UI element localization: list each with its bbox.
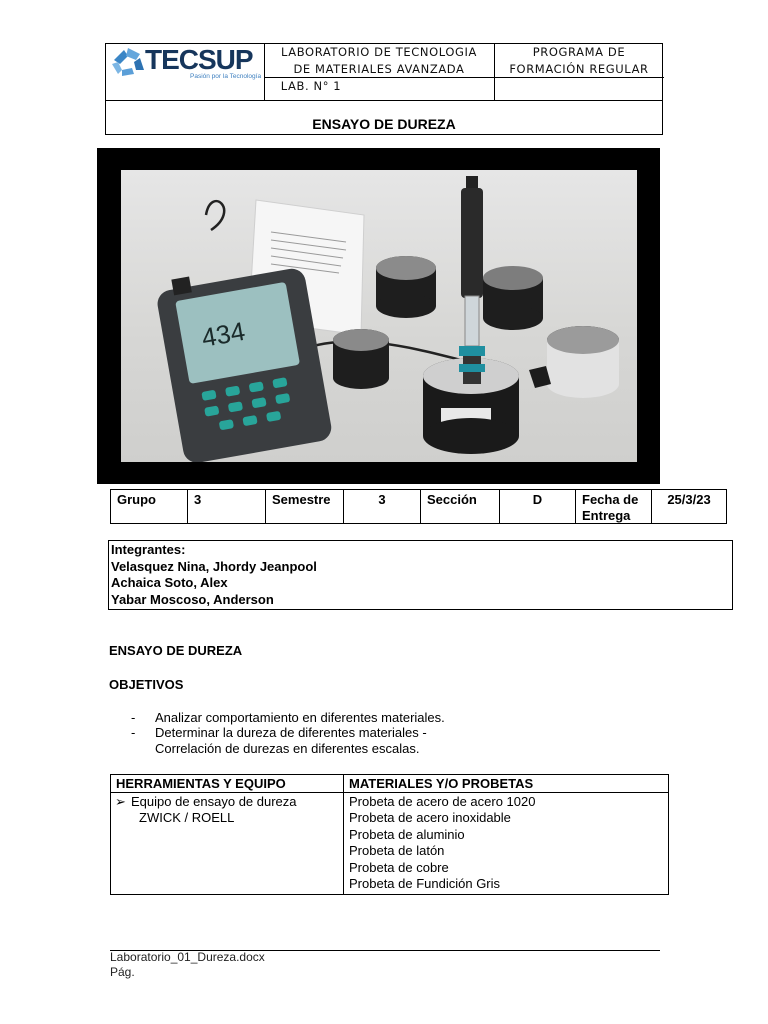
program-name: PROGRAMA DE FORMACIÓN REGULAR (509, 45, 649, 76)
equipment-illustration (121, 170, 637, 462)
materials-column-header: MATERIALES Y/O PROBETAS (349, 776, 534, 791)
header-divider (106, 100, 662, 101)
objective-marker: - (131, 710, 136, 725)
logo-tagline: Pasión por la Tecnología (190, 73, 262, 80)
header-divider (494, 44, 495, 101)
tool-item: Equipo de ensayo de dureza (131, 794, 297, 809)
tecsup-logo-icon (108, 44, 148, 80)
members-heading: Integrantes: (111, 542, 186, 557)
material-item: Probeta de acero inoxidable (349, 810, 511, 826)
objectives-title: OBJETIVOS (109, 677, 184, 692)
group-value: 3 (188, 490, 266, 523)
member-name: Achaica Soto, Alex (111, 575, 228, 590)
material-item: Probeta de cobre (349, 859, 449, 875)
group-label: Grupo (111, 490, 188, 523)
footer-page-label: Pág. (110, 965, 135, 979)
header-divider (264, 44, 265, 101)
group-info-table (110, 489, 727, 524)
objective-item: Determinar la dureza de diferentes materiales - (155, 725, 427, 740)
semester-value: 3 (344, 490, 421, 523)
delivery-date-value: 25/3/23 (667, 492, 711, 507)
logo-wordmark: TECSUP (145, 44, 253, 75)
lab-number: LAB. N° 1 (280, 79, 342, 93)
material-item: Probeta de acero de acero 1020 (349, 794, 536, 809)
tools-column-header: HERRAMIENTAS Y EQUIPO (116, 776, 286, 791)
lab-name: LABORATORIO DE TECNOLOGIA DE MATERIALES AVANZADA (281, 45, 477, 76)
member-name: Yabar Moscoso, Anderson (111, 591, 274, 607)
tool-item-continuation: ZWICK / ROELL (139, 810, 235, 825)
table-divider (111, 792, 668, 793)
semester-label: Semestre (266, 490, 344, 523)
section-value: D (500, 490, 576, 523)
hardness-reading: 434 (199, 315, 248, 353)
hardness-tester-photo (121, 170, 637, 462)
objective-item: Analizar comportamiento en diferentes materiales. (155, 710, 445, 725)
section-title: ENSAYO DE DUREZA (109, 643, 243, 658)
tools-materials-table (110, 774, 669, 895)
material-item: Probeta de aluminio (349, 826, 465, 842)
member-name: Velasquez Nina, Jhordy Jeanpool (111, 558, 317, 574)
objective-item-continuation: Correlación de durezas en diferentes escalas. (155, 741, 420, 756)
arrow-bullet-icon: ➢ (115, 794, 126, 809)
material-item: Probeta de latón (349, 843, 445, 859)
delivery-date-label: Fecha de Entrega (576, 490, 652, 523)
material-item: Probeta de Fundición Gris (349, 876, 501, 891)
members-box (108, 540, 733, 610)
section-label: Sección (421, 490, 500, 523)
document-title: ENSAYO DE DUREZA (312, 116, 456, 132)
objective-marker: - (131, 725, 136, 740)
footer-filename: Laboratorio_01_Dureza.docx (110, 950, 265, 964)
